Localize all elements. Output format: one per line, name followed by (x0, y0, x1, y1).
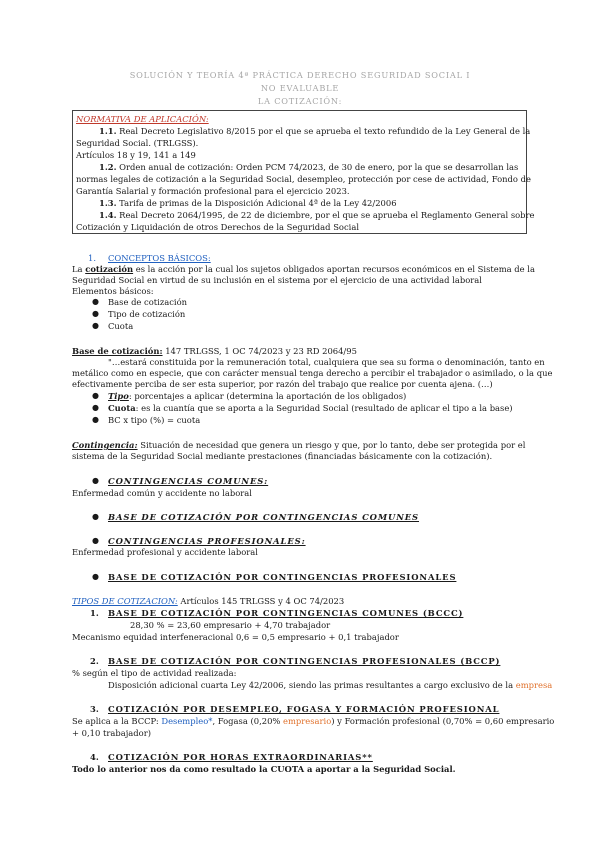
bullet-icon: ● (92, 476, 99, 485)
contingencia-text-a: Situación de necesidad que genera un riesgo y que, por lo tanto, debe ser protegida por el (137, 440, 526, 450)
normativa-text-1-2b: normas legales de cotización a la Seguridad Social, desempleo, protección por cese de actividad, Fondo de (76, 174, 531, 184)
normativa-num-1-2: 1.2. (99, 162, 117, 172)
tipo-term: Tipo (108, 391, 129, 401)
elementos-label: Elementos básicos: (72, 286, 154, 296)
normativa-text-1-4a: Real Decreto 2064/1995, de 22 de diciembre, por el que se aprueba el Reglamento General sobre (119, 210, 535, 220)
formula-text: BC x tipo (%) = cuota (108, 415, 201, 425)
normativa-item-1-3 (99, 198, 397, 209)
elemento-item: Base de cotización (108, 297, 188, 307)
tipo-text: : porcentajes a aplicar (determina la aportación de los obligados) (128, 391, 407, 401)
contingencia-text-b: sistema de la Seguridad Social mediante prestaciones (financiadas básicamente con la cotización). (72, 451, 493, 461)
normativa-num-1-3: 1.3. (99, 198, 117, 208)
conceptos-num: 1. (88, 253, 96, 263)
bullet-icon: ● (92, 572, 99, 581)
normativa-text-1-2a: Orden anual de cotización: Orden PCM 74/2023, de 30 de enero, por la que se desarrollan las (119, 162, 519, 172)
final-conclusion: Todo lo anterior nos da como resultado la CUOTA a aportar a la Seguridad Social. (72, 764, 456, 774)
def-text-b: Seguridad Social en virtud de su inclusión en el sistema por el ejercicio de una actividad laboral (72, 275, 482, 285)
base-term: Base de cotización: (72, 346, 163, 356)
tipo-line (108, 391, 406, 402)
normativa-num-1-1: 1.1. (99, 126, 117, 136)
cuota-line (108, 403, 513, 414)
tipo3-text-a (72, 716, 554, 727)
contingencia-term: Contingencia: (72, 440, 138, 450)
cotizacion-definition (72, 264, 535, 275)
base-ref: 147 TRLGSS, 1 OC 74/2023 y 23 RD 2064/95 (162, 346, 357, 356)
normativa-text-1-3: Tarifa de primas de la Disposición Adicional 4ª de la Ley 42/2006 (119, 198, 397, 208)
bullet-icon: ● (92, 415, 99, 424)
elemento-item: Cuota (108, 321, 134, 331)
tipo3-pre: Se aplica a la BCCP: (72, 716, 162, 726)
bullet-icon: ● (92, 512, 99, 521)
normativa-item-1-1 (99, 126, 530, 137)
normativa-heading: NORMATIVA DE APLICACIÓN: (76, 114, 209, 124)
tipo1-calc: 28,30 % = 23,60 empresario + 4,70 trabajador (130, 620, 331, 630)
cuota-term: Cuota (108, 403, 136, 413)
tipo2-text-b: Disposición adicional cuarta Ley 42/2006, siendo las primas resultantes a cargo exclusivo de la (108, 680, 516, 690)
bullet-icon: ● (92, 297, 99, 306)
base-comunes-heading: BASE DE COTIZACIÓN POR CONTINGENCIAS COMUNES (108, 512, 420, 522)
tipo1-heading: BASE DE COTIZACIÓN POR CONTINGENCIAS COMUNES (BCCC) (108, 608, 464, 618)
contingencias-comunes-heading: CONTINGENCIAS COMUNES: (108, 476, 269, 486)
tipo4-num: 4. (90, 752, 99, 762)
normativa-item-1-4 (99, 210, 535, 221)
bullet-icon: ● (92, 536, 99, 545)
contingencias-profesionales-text: Enfermedad profesional y accidente laboral (72, 547, 258, 557)
tipo3-heading: COTIZACIÓN POR DESEMPLEO, FOGASA Y FORMACIÓN PROFESIONAL (108, 704, 500, 714)
normativa-text-1-1c: Artículos 18 y 19, 141 a 149 (76, 150, 196, 160)
base-profesionales-heading: BASE DE COTIZACIÓN POR CONTINGENCIAS PROFESIONALES (108, 572, 457, 582)
conceptos-heading: CONCEPTOS BÁSICOS: (108, 253, 211, 263)
tipos-line (72, 596, 344, 607)
tipo2-empresa: empresa (515, 680, 553, 690)
tipo3-num: 3. (90, 704, 99, 714)
normativa-item-1-2 (99, 162, 518, 173)
normativa-text-1-4b: Cotización y Liquidación de otros Derechos de la Seguridad Social (76, 222, 360, 232)
base-quote-b: metálico como en especie, que con carácter mensual tenga derecho a percibir el trabajador o asimilado, o la que (72, 368, 553, 378)
normativa-text-1-1b: Seguridad Social. (TRLGSS). (76, 138, 199, 148)
tipo3-empresario: empresario (283, 716, 332, 726)
base-quote-a: "…estará constituida por la remuneración total, cualquiera que sea su forma o denominación, tanto en (108, 357, 545, 367)
tipo1-mei: Mecanismo equidad interfeneracional 0,6 = 0,5 empresario + 0,1 trabajador (72, 632, 399, 642)
tipo3-mid2: ) y Formación profesional (0,70% = 0,60 empresario (331, 716, 555, 726)
contingencias-comunes-text: Enfermedad común y accidente no laboral (72, 488, 252, 498)
tipos-ref: Artículos 145 TRLGSS y 4 OC 74/2023 (177, 596, 345, 606)
tipo3-desempleo: Desempleo* (161, 716, 213, 726)
base-quote-c: efectivamente perciba de ser esta superior, por razón del trabajo que realice por cuenta ajena. (…) (72, 379, 493, 389)
def-term: cotización (85, 264, 134, 274)
doc-title-line1: SOLUCIÓN Y TEORÍA 4ª PRÁCTICA DERECHO SEGURIDAD SOCIAL I (129, 70, 471, 80)
tipo1-num: 1. (90, 608, 99, 618)
bullet-icon: ● (92, 403, 99, 412)
tipo2-heading: BASE DE COTIZACIÓN POR CONTINGENCIAS PROFESIONALES (BCCP) (108, 656, 501, 666)
doc-title-line3: LA COTIZACIÓN: (257, 96, 343, 106)
contingencia-line (72, 440, 525, 451)
tipo2-num: 2. (90, 656, 99, 666)
tipo3-mid1: , Fogasa (0,20% (212, 716, 284, 726)
bullet-icon: ● (92, 321, 99, 330)
bullet-icon: ● (92, 391, 99, 400)
tipo2-text-b-line (108, 680, 552, 691)
tipo3-text-b: + 0,10 trabajador) (72, 728, 151, 738)
base-cotizacion-line (72, 346, 357, 357)
contingencias-profesionales-heading: CONTINGENCIAS PROFESIONALES: (108, 536, 306, 546)
def-text-a: es la acción por la cual los sujetos obligados aportan recursos económicos en el Sistema de la (133, 264, 535, 274)
tipo2-text-a: % según el tipo de actividad realizada: (72, 668, 237, 678)
bullet-icon: ● (92, 309, 99, 318)
normativa-num-1-4: 1.4. (99, 210, 117, 220)
doc-title-line2: NO EVALUABLE (260, 83, 340, 93)
normativa-text-1-2c: Garantía Salarial y formación profesional para el ejercicio 2023. (76, 186, 350, 196)
tipos-heading: TIPOS DE COTIZACION: (72, 596, 178, 606)
normativa-text-1-1a: Real Decreto Legislativo 8/2015 por el que se aprueba el texto refundido de la Ley General de la (119, 126, 531, 136)
def-pre: La (72, 264, 86, 274)
tipo4-heading: COTIZACIÓN POR HORAS EXTRAORDINARIAS** (108, 752, 373, 762)
cuota-text: : es la cuantía que se aporta a la Seguridad Social (resultado de aplicar el tipo a la base) (135, 403, 513, 413)
elemento-item: Tipo de cotización (108, 309, 186, 319)
